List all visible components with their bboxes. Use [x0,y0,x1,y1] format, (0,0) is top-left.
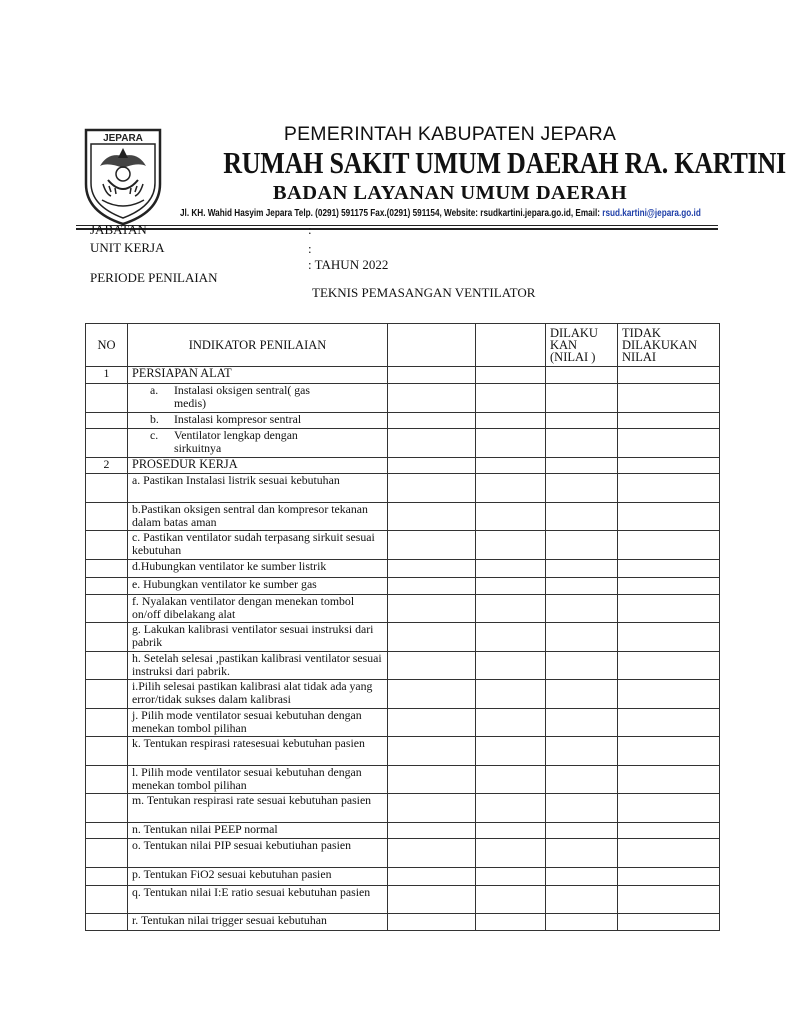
blank-cell-1 [388,595,476,623]
blank-cell-1 [388,623,476,652]
address-text: Jl. KH. Wahid Hasyim Jepara Telp. (0291) 591175 Fax.(0291) 591154, Website: rsudkartini.jepara.go.id, Email: [180,207,603,219]
table-row [86,623,720,652]
table-row [86,823,720,839]
blank-cell-2 [476,429,546,458]
col-no-header: NO [86,324,128,367]
table-row [86,367,720,384]
assessment-table [85,323,720,931]
blank-cell-1 [388,367,476,384]
row-number: 2 [86,458,128,474]
table-row [86,474,720,503]
not-done-score-cell[interactable] [618,623,720,652]
address-line [180,207,701,219]
done-score-cell[interactable] [546,503,618,531]
indicator-text: n. Tentukan nilai PEEP normal [128,823,388,839]
table-row [86,868,720,886]
section-title: PROSEDUR KERJA [128,458,388,474]
table-row [86,737,720,766]
table-row [86,766,720,794]
not-done-score-cell[interactable] [618,367,720,384]
table-row [86,839,720,868]
row-number [86,737,128,766]
hospital-name: RUMAH SAKIT UMUM DAERAH RA. KARTINI [223,145,786,180]
indicator-text: g. Lakukan kalibrasi ventilator sesuai instruksi dari pabrik [128,623,388,652]
subitem-text: Instalasi oksigen sentral( gas medis) [174,383,310,410]
blank-cell-2 [476,474,546,503]
blank-cell-1 [388,429,476,458]
done-score-cell[interactable] [546,595,618,623]
col-blank-2-header [476,324,546,367]
blank-cell-1 [388,652,476,680]
blank-cell-2 [476,384,546,413]
blank-cell-2 [476,623,546,652]
done-score-cell[interactable] [546,367,618,384]
table-row [86,413,720,429]
blank-cell-1 [388,384,476,413]
not-done-score-cell[interactable] [618,766,720,794]
blank-cell-2 [476,914,546,931]
blank-cell-1 [388,474,476,503]
logo-text: JEPARA [103,133,143,144]
indicator-text: c. Pastikan ventilator sudah terpasang sirkuit sesuai kebutuhan [128,531,388,560]
procedure-title: TEKNIS PEMASANGAN VENTILATOR [312,285,536,300]
not-done-score-cell[interactable] [618,823,720,839]
blank-cell-1 [388,823,476,839]
subitem-text: Instalasi kompresor sentral [174,412,302,426]
row-number [86,531,128,560]
blank-cell-2 [476,886,546,914]
blank-cell-1 [388,503,476,531]
blank-cell-1 [388,458,476,474]
blank-cell-2 [476,868,546,886]
blank-cell-1 [388,413,476,429]
indicator-text: d.Hubungkan ventilator ke sumber listrik [128,560,388,578]
table-row [86,429,720,458]
row-number: 1 [86,367,128,384]
indicator-subitem [128,413,388,429]
col-done-header: DILAKU KAN (NILAI ) [546,324,618,367]
done-score-cell[interactable] [546,914,618,931]
letterhead-text [180,118,786,205]
not-done-score-cell[interactable] [618,839,720,868]
not-done-score-cell[interactable] [618,868,720,886]
indicator-text: f. Nyalakan ventilator dengan menekan tombol on/off dibelakang alat [128,595,388,623]
blank-cell-1 [388,737,476,766]
table-row [86,531,720,560]
done-score-cell[interactable] [546,868,618,886]
blank-cell-2 [476,413,546,429]
not-done-score-cell[interactable] [618,531,720,560]
table-row [86,458,720,474]
blank-cell-1 [388,766,476,794]
indicator-text: h. Setelah selesai ,pastikan kalibrasi ventilator sesuai instruksi dari pabrik. [128,652,388,680]
indicator-text: m. Tentukan respirasi rate sesuai kebutuhan pasien [128,794,388,823]
table-row [86,709,720,737]
blank-cell-2 [476,595,546,623]
blank-cell-1 [388,531,476,560]
unit-kerja-colon: : [308,241,312,256]
done-score-cell[interactable] [546,823,618,839]
not-done-score-cell[interactable] [618,794,720,823]
table-header-row [86,324,720,367]
blank-cell-1 [388,709,476,737]
done-score-cell[interactable] [546,384,618,413]
jepara-regency-emblem [78,122,168,226]
not-done-score-cell[interactable] [618,914,720,931]
done-score-cell[interactable] [546,737,618,766]
indicator-subitem [128,429,388,458]
row-number [86,766,128,794]
row-number [86,794,128,823]
done-score-cell[interactable] [546,652,618,680]
indicator-text: b.Pastikan oksigen sentral dan kompresor tekanan dalam batas aman [128,503,388,531]
blank-cell-2 [476,709,546,737]
table-row [86,794,720,823]
table-row [86,578,720,595]
indicator-text: i.Pilih selesai pastikan kalibrasi alat tidak ada yang error/tidak sukses dalam kalibrasi [128,680,388,709]
row-number [86,886,128,914]
row-number [86,474,128,503]
row-number [86,560,128,578]
blank-cell-2 [476,531,546,560]
indicator-text: e. Hubungkan ventilator ke sumber gas [128,578,388,595]
row-number [86,429,128,458]
indicator-text: a. Pastikan Instalasi listrik sesuai kebutuhan [128,474,388,503]
indicator-text: p. Tentukan FiO2 sesuai kebutuhan pasien [128,868,388,886]
indicator-subitem [128,384,388,413]
subitem-letter: b. [150,412,159,426]
row-number [86,413,128,429]
col-not-done-header: TIDAK DILAKUKAN NILAI [618,324,720,367]
blank-cell-2 [476,680,546,709]
table-row [86,652,720,680]
not-done-score-cell[interactable] [618,413,720,429]
indicator-text: o. Tentukan nilai PIP sesuai kebutiuhan pasien [128,839,388,868]
row-number [86,868,128,886]
row-number [86,623,128,652]
done-score-cell[interactable] [546,766,618,794]
letterhead-rule [76,225,718,226]
blank-cell-2 [476,367,546,384]
done-score-cell[interactable] [546,623,618,652]
table-row [86,680,720,709]
agency-name: BADAN LAYANAN UMUM DAERAH [272,182,628,204]
done-score-cell[interactable] [546,458,618,474]
done-score-cell[interactable] [546,680,618,709]
blank-cell-1 [388,794,476,823]
jabatan-colon: : [308,222,312,237]
table-row [86,503,720,531]
blank-cell-1 [388,680,476,709]
indicator-text: k. Tentukan respirasi ratesesuai kebutuhan pasien [128,737,388,766]
subitem-letter: a. [150,383,159,397]
row-number [86,503,128,531]
row-number [86,595,128,623]
blank-cell-1 [388,578,476,595]
done-score-cell[interactable] [546,709,618,737]
blank-cell-2 [476,737,546,766]
blank-cell-2 [476,503,546,531]
blank-cell-2 [476,823,546,839]
row-number [86,839,128,868]
table-row [86,560,720,578]
subitem-text: Ventilator lengkap dengan sirkuitnya [174,428,298,455]
blank-cell-1 [388,839,476,868]
not-done-score-cell[interactable] [618,474,720,503]
not-done-score-cell[interactable] [618,709,720,737]
indicator-text: l. Pilih mode ventilator sesuai kebutuhan dengan menekan tombol pilihan [128,766,388,794]
blank-cell-1 [388,560,476,578]
table-row [86,384,720,413]
row-number [86,578,128,595]
government-name: PEMERINTAH KABUPATEN JEPARA [283,123,617,145]
email-link[interactable]: rsud.kartini@jepara.go.id [602,207,701,219]
done-score-cell[interactable] [546,531,618,560]
not-done-score-cell[interactable] [618,503,720,531]
done-score-cell[interactable] [546,413,618,429]
not-done-score-cell[interactable] [618,737,720,766]
not-done-score-cell[interactable] [618,578,720,595]
letterhead-rule-thick [76,228,718,230]
row-number [86,652,128,680]
table-body [86,367,720,931]
not-done-score-cell[interactable] [618,595,720,623]
row-number [86,709,128,737]
done-score-cell[interactable] [546,578,618,595]
letterhead [76,118,786,230]
blank-cell-2 [476,578,546,595]
not-done-score-cell[interactable] [618,886,720,914]
row-number [86,914,128,931]
not-done-score-cell[interactable] [618,384,720,413]
row-number [86,680,128,709]
subitem-letter: c. [150,428,159,442]
tahun-value: : TAHUN 2022 [308,257,389,272]
row-number [86,823,128,839]
blank-cell-2 [476,839,546,868]
blank-cell-1 [388,914,476,931]
indicator-text: j. Pilih mode ventilator sesuai kebutuhan dengan menekan tombol pilihan [128,709,388,737]
col-indicator-header: INDIKATOR PENILAIAN [128,324,388,367]
done-score-cell[interactable] [546,794,618,823]
not-done-score-cell[interactable] [618,429,720,458]
done-score-cell[interactable] [546,474,618,503]
blank-cell-2 [476,560,546,578]
done-score-cell[interactable] [546,560,618,578]
blank-cell-1 [388,886,476,914]
blank-cell-2 [476,458,546,474]
done-score-cell[interactable] [546,839,618,868]
not-done-score-cell[interactable] [618,652,720,680]
not-done-score-cell[interactable] [618,680,720,709]
blank-cell-2 [476,652,546,680]
done-score-cell[interactable] [546,429,618,458]
jabatan-label: JABATAN [90,222,147,237]
indicator-text: q. Tentukan nilai I:E ratio sesuai kebutuhan pasien [128,886,388,914]
not-done-score-cell[interactable] [618,458,720,474]
blank-cell-1 [388,868,476,886]
not-done-score-cell[interactable] [618,560,720,578]
done-score-cell[interactable] [546,886,618,914]
periode-penilaian-label: PERIODE PENILAIAN [90,270,218,285]
col-blank-1-header [388,324,476,367]
unit-kerja-label: UNIT KERJA [90,240,165,255]
blank-cell-2 [476,766,546,794]
section-title: PERSIAPAN ALAT [128,367,388,384]
table-row [86,886,720,914]
indicator-text: r. Tentukan nilai trigger sesuai kebutuhan [128,914,388,931]
blank-cell-2 [476,794,546,823]
row-number [86,384,128,413]
table-row [86,595,720,623]
table-row [86,914,720,931]
